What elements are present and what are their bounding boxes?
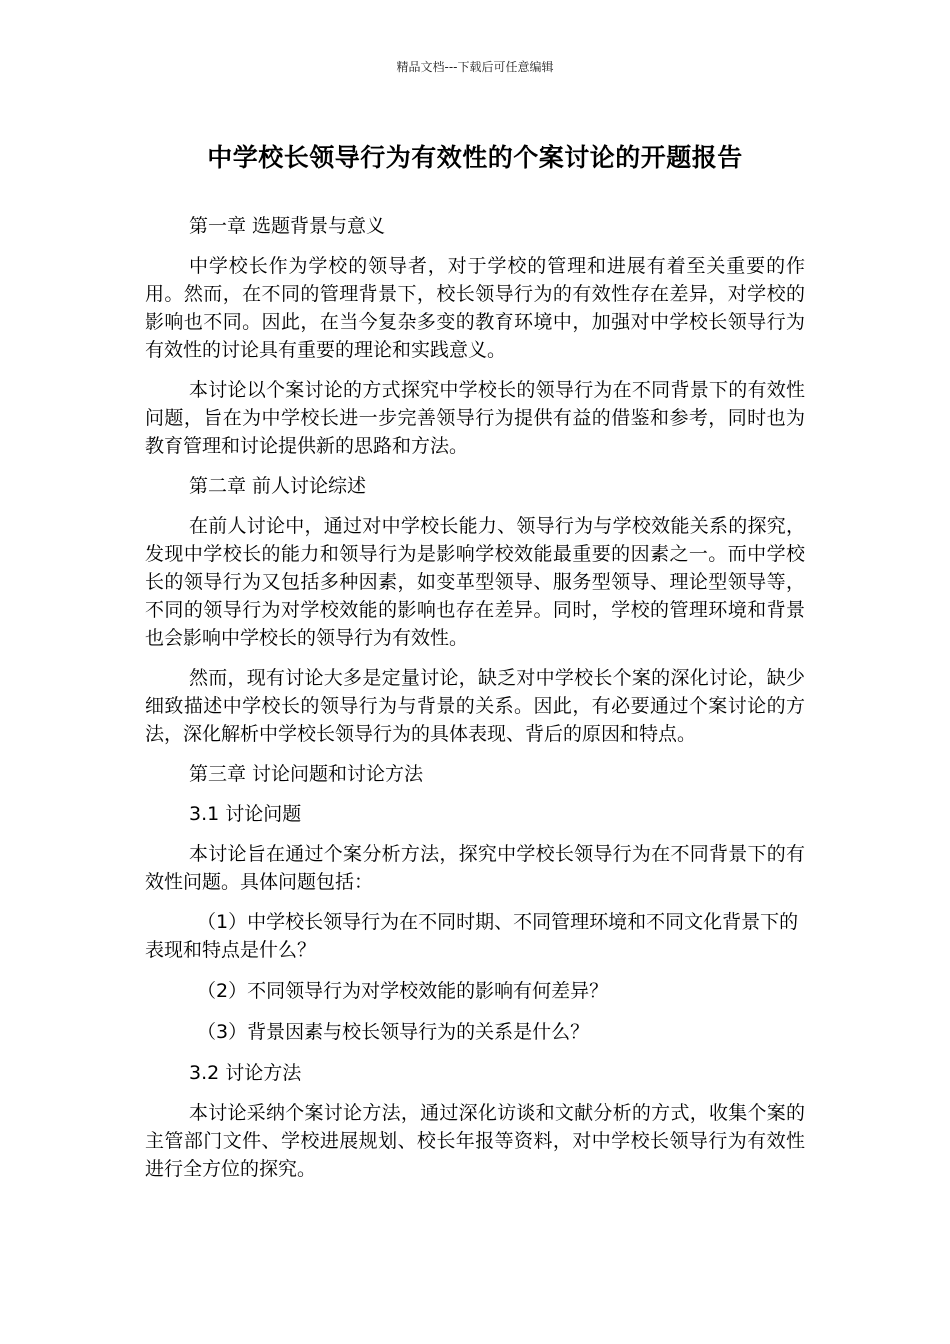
section-3-1-intro: 本讨论旨在通过个案分析方法，探究中学校长领导行为在不同背景下的有效性问题。具体问题包括：	[145, 843, 805, 893]
chapter-2-paragraph-1: 在前人讨论中，通过对中学校长能力、领导行为与学校效能关系的探究，发现中学校长的能力和领导行为是影响学校效能最重要的因素之一。而中学校长的领导行为又包括多种因素，如变革型领导、服务型领导、理论型领导等，不同的领导行为对学校效能的影响也存在差异。同时，学校的管理环境和背景也会影响中学校长的领导行为有效性。	[145, 515, 805, 649]
question-item: （3）背景因素与校长领导行为的关系是什么？	[197, 1021, 590, 1043]
section-3-2-heading: 3.2 讨论方法	[189, 1062, 302, 1084]
document-body	[145, 212, 805, 1195]
chapter-2-heading: 第二章 前人讨论综述	[189, 475, 367, 497]
section-3-2-text: 本讨论采纳个案讨论方法，通过深化访谈和文献分析的方式，收集个案的主管部门文件、学校进展规划、校长年报等资料，对中学校长领导行为有效性进行全方位的探究。	[145, 1102, 805, 1180]
chapter-1-paragraph-2: 本讨论以个案讨论的方式探究中学校长的领导行为在不同背景下的有效性问题，旨在为中学校长进一步完善领导行为提供有益的借鉴和参考，同时也为教育管理和讨论提供新的思路和方法。	[145, 379, 805, 457]
chapter-2-paragraph-2: 然而，现有讨论大多是定量讨论，缺乏对中学校长个案的深化讨论，缺少细致描述中学校长的领导行为与背景的关系。因此，有必要通过个案讨论的方法，深化解析中学校长领导行为的具体表现、背后的原因和特点。	[145, 667, 805, 745]
chapter-1-heading: 第一章 选题背景与意义	[189, 215, 386, 237]
question-item: （1）中学校长领导行为在不同时期、不同管理环境和不同文化背景下的表现和特点是什么？	[145, 911, 799, 961]
question-item: （2）不同领导行为对学校效能的影响有何差异？	[197, 980, 609, 1002]
page-header-note: 精品文档---下载后可任意编辑	[396, 60, 554, 74]
document-title: 中学校长领导行为有效性的个案讨论的开题报告	[207, 143, 743, 172]
chapter-1-paragraph-1: 中学校长作为学校的领导者，对于学校的管理和进展有着至关重要的作用。然而，在不同的管理背景下，校长领导行为的有效性存在差异，对学校的影响也不同。因此，在当今复杂多变的教育环境中，加强对中学校长领导行为有效性的讨论具有重要的理论和实践意义。	[145, 255, 805, 361]
section-3-1-heading: 3.1 讨论问题	[189, 803, 302, 825]
chapter-3-heading: 第三章 讨论问题和讨论方法	[189, 763, 424, 785]
